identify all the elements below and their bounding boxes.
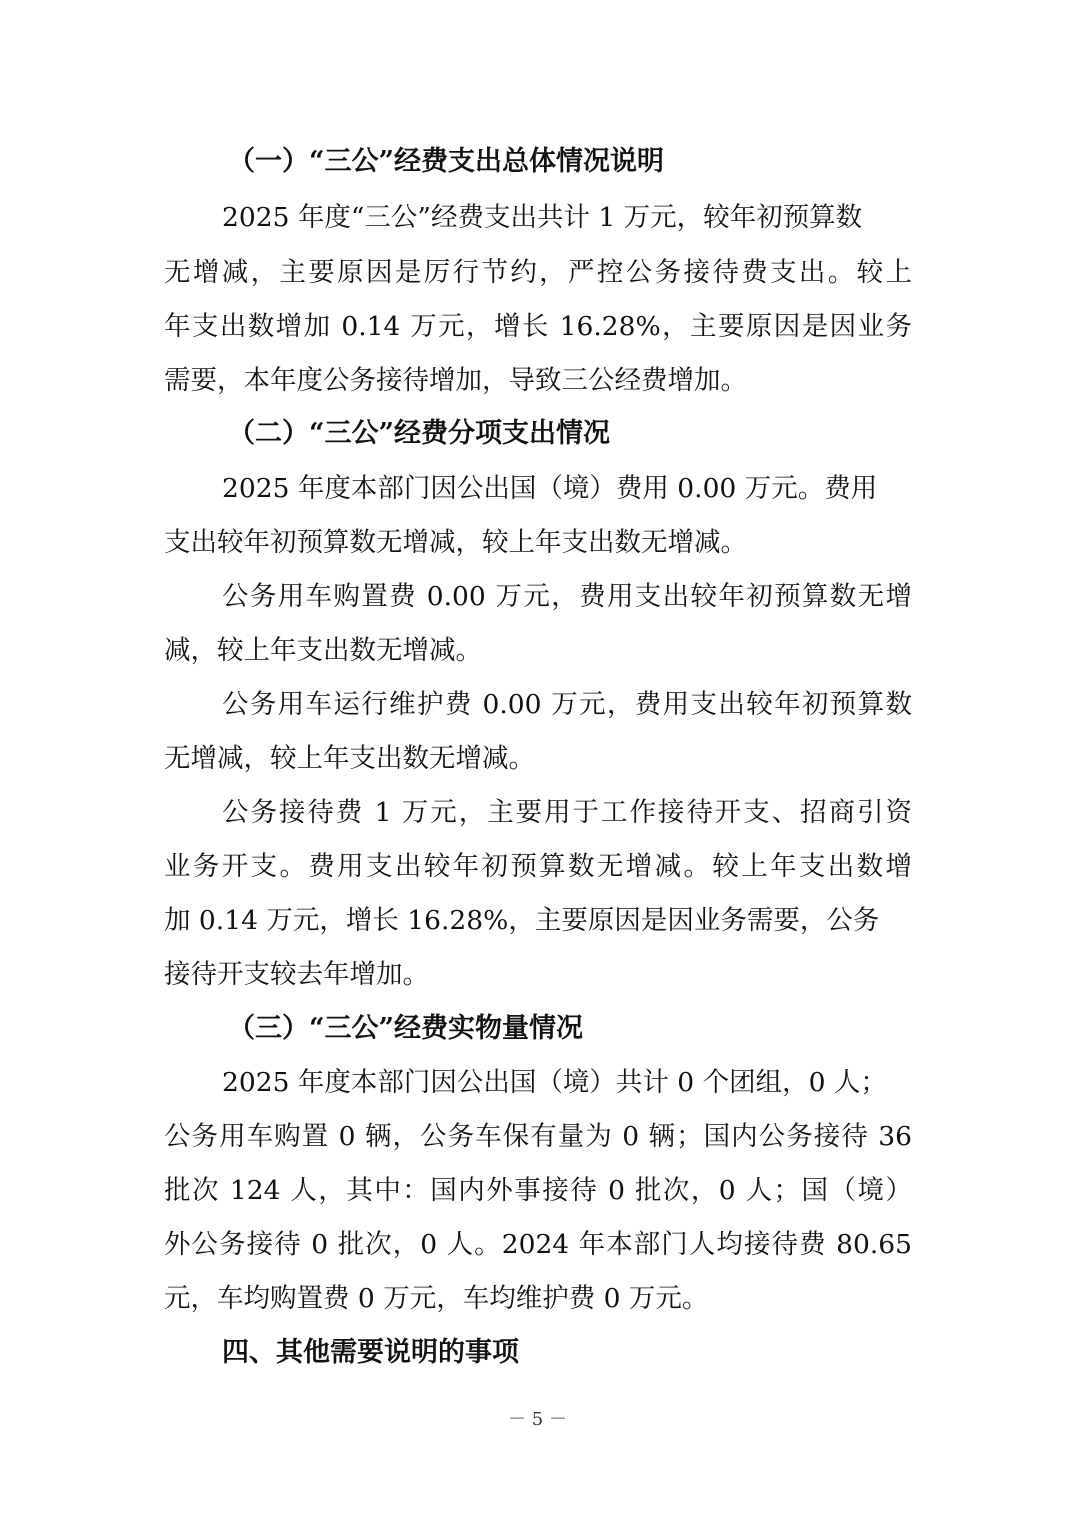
paragraph-line: 公务用车购置费 0.00 万元，费用支出较年初预算数无增 xyxy=(222,581,912,612)
paragraph-line: 年支出数增加 0.14 万元，增长 16.28%，主要原因是因业务 xyxy=(164,311,912,342)
section-heading-other-matters: 四、其他需要说明的事项 xyxy=(222,1337,519,1368)
subsection-heading-quantity: （三）“三公”经费实物量情况 xyxy=(228,1013,584,1044)
paragraph-line: 批次 124 人，其中：国内外事接待 0 批次，0 人；国（境） xyxy=(164,1175,912,1206)
paragraph-line: 无增减，主要原因是厉行节约，严控公务接待费支出。较上 xyxy=(164,257,912,288)
paragraph-line: 外公务接待 0 批次，0 人。2024 年本部门人均接待费 80.65 xyxy=(164,1229,912,1260)
paragraph-line: 无增减，较上年支出数无增减。 xyxy=(164,743,535,774)
paragraph-line: 2025 年度本部门因公出国（境）共计 0 个团组，0 人； xyxy=(222,1067,887,1098)
paragraph-line: 2025 年度“三公”经费支出共计 1 万元，较年初预算数 xyxy=(222,202,863,233)
paragraph-line: 公务用车运行维护费 0.00 万元，费用支出较年初预算数 xyxy=(222,689,912,720)
paragraph-line: 公务接待费 1 万元，主要用于工作接待开支、招商引资 xyxy=(222,797,912,828)
paragraph-line: 支出较年初预算数无增减，较上年支出数无增减。 xyxy=(164,527,747,558)
subsection-heading-items: （二）“三公”经费分项支出情况 xyxy=(228,418,611,449)
paragraph-line: 加 0.14 万元，增长 16.28%，主要原因是因业务需要，公务 xyxy=(164,905,880,936)
paragraph-line: 减，较上年支出数无增减。 xyxy=(164,635,482,666)
paragraph-line: 元，车均购置费 0 万元，车均维护费 0 万元。 xyxy=(164,1283,709,1314)
page-number: － 5 － xyxy=(508,1409,567,1430)
paragraph-line: 2025 年度本部门因公出国（境）费用 0.00 万元。费用 xyxy=(222,473,878,504)
paragraph-line: 接待开支较去年增加。 xyxy=(164,959,429,990)
paragraph-line: 公务用车购置 0 辆，公务车保有量为 0 辆；国内公务接待 36 xyxy=(164,1121,912,1152)
subsection-heading-overview: （一）“三公”经费支出总体情况说明 xyxy=(228,146,665,177)
paragraph-line: 业务开支。费用支出较年初预算数无增减。较上年支出数增 xyxy=(164,851,912,882)
paragraph-line: 需要，本年度公务接待增加，导致三公经费增加。 xyxy=(164,365,747,396)
